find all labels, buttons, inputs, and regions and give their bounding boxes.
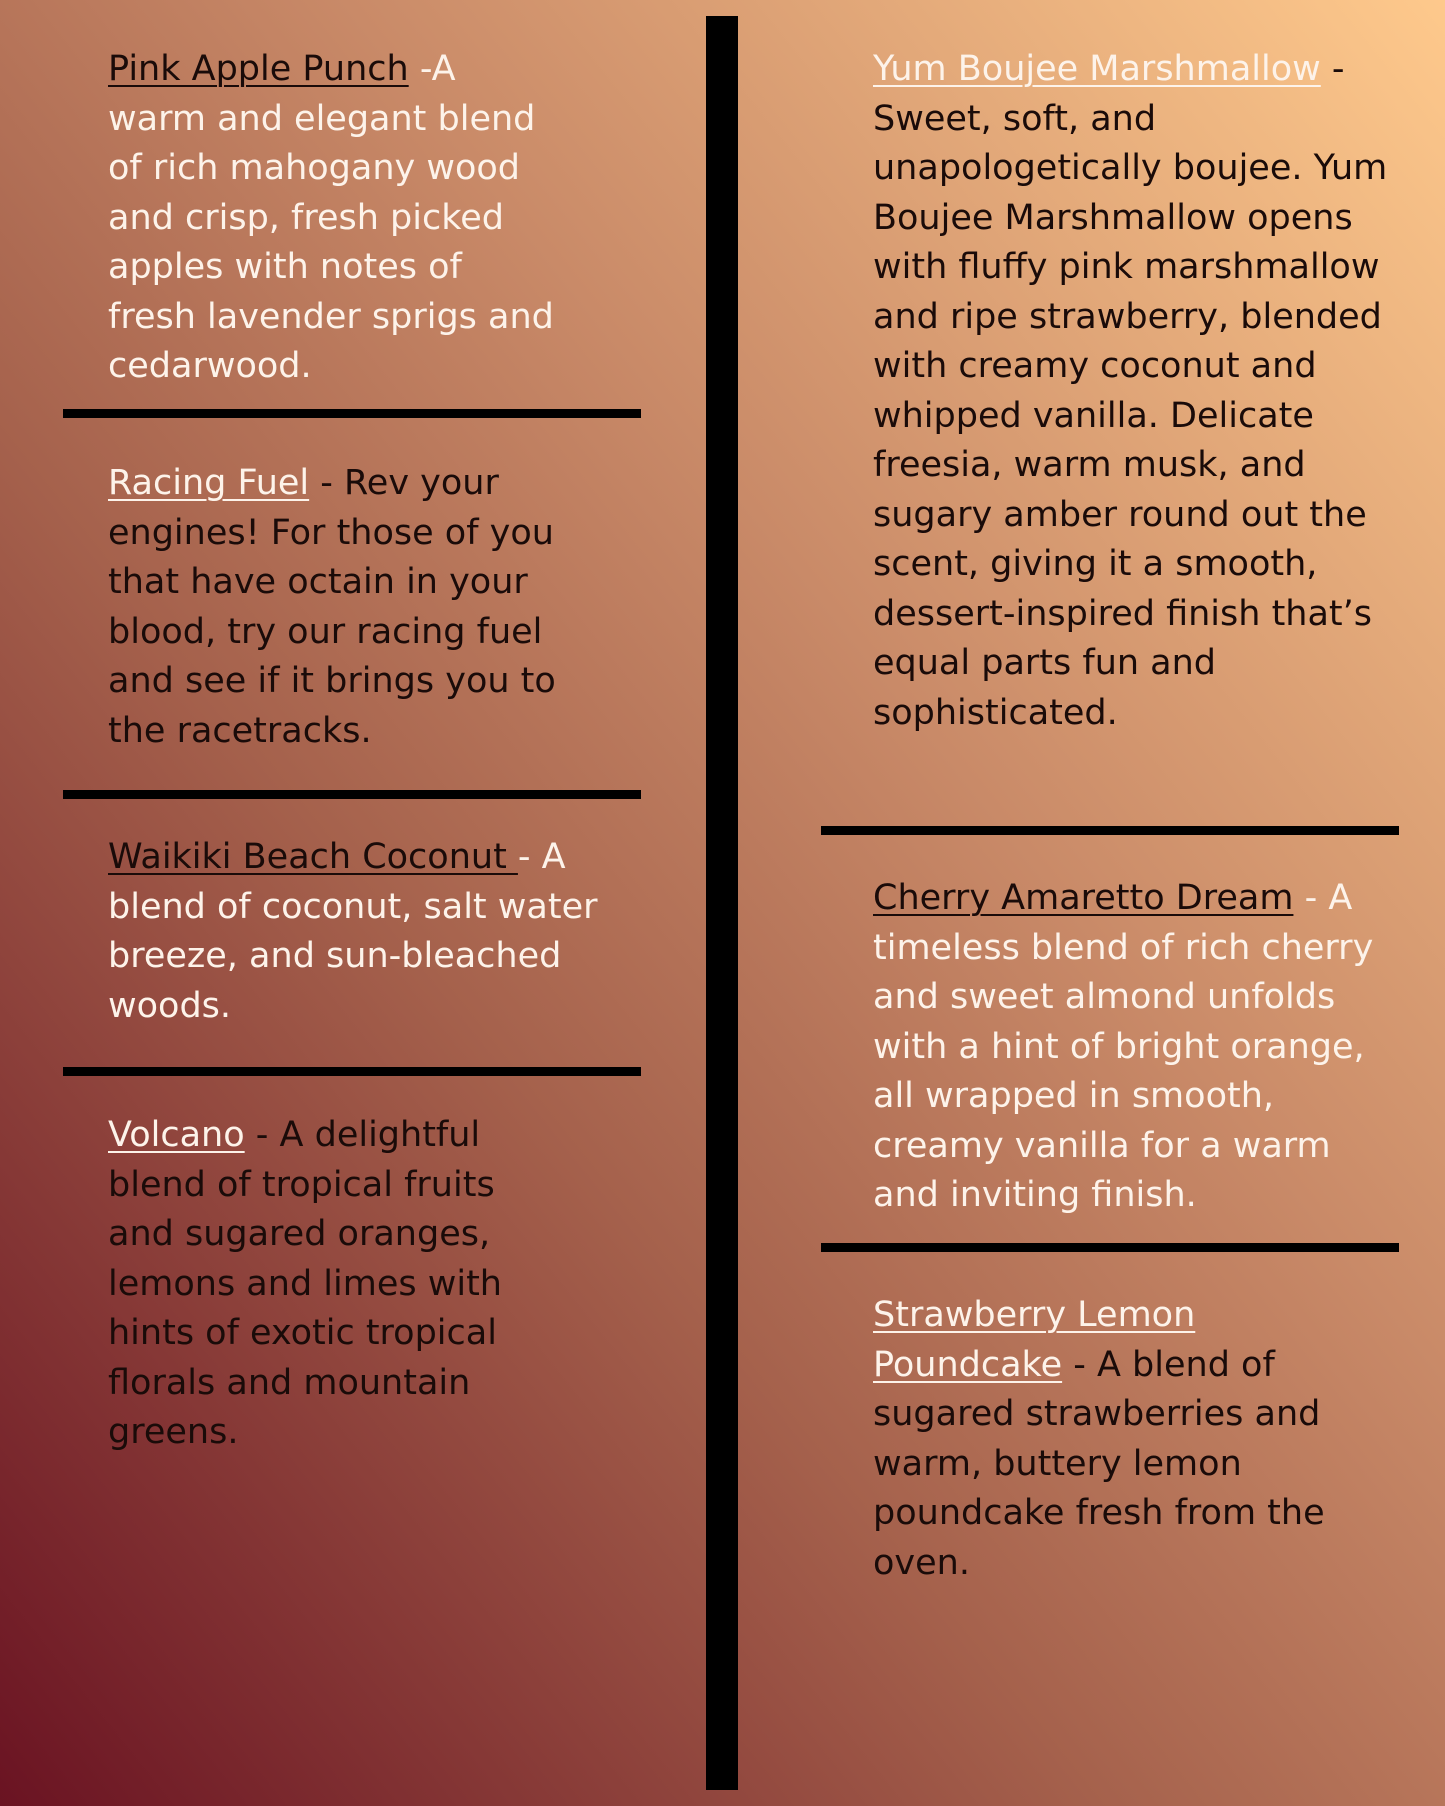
scent-entry-yum-boujee-marshmallow	[873, 45, 1398, 738]
center-column-divider	[706, 16, 738, 1790]
scent-description: - Sweet, soft, and unapologetically boujee. Yum Boujee Marshmallow opens with fluffy pink marshmallow and ripe strawberry, blended with creamy coconut and whipped vanilla. Delicate freesia, warm musk, and sugary amber round out the scent, giving it a smooth, dessert-inspired finish that’s equal parts fun and sophisticated.	[873, 49, 1388, 733]
scent-name: Waikiki Beach Coconut	[108, 837, 518, 877]
scent-description: - A blend of sugared strawberries and warm, buttery lemon poundcake fresh from the oven.	[873, 1344, 1325, 1583]
scent-description: - A blend of coconut, salt water breeze, and sun-bleached woods.	[108, 837, 598, 1026]
scent-description: - Rev your engines! For those of you that have octain in your blood, try our racing fuel and see if it brings you to the racetracks.	[108, 463, 556, 751]
section-divider	[63, 790, 641, 799]
scent-description: - A timeless blend of rich cherry and sweet almond unfolds with a hint of bright orange, all wrapped in smooth, creamy vanilla for a warm and inviting finish.	[873, 878, 1374, 1215]
scent-description: -A warm and elegant blend of rich mahogany wood and crisp, fresh picked apples with notes of fresh lavender sprigs and cedarwood.	[108, 49, 554, 386]
section-divider	[821, 826, 1399, 835]
scent-name: Pink Apple Punch	[108, 49, 409, 89]
scent-entry-racing-fuel	[108, 459, 588, 756]
scent-entry-volcano	[108, 1111, 548, 1458]
scent-name: Yum Boujee Marshmallow	[873, 49, 1321, 89]
section-divider	[821, 1243, 1399, 1252]
scent-description: - A delightful blend of tropical fruits and sugared oranges, lemons and limes with hints of exotic tropical florals and mountain greens.	[108, 1115, 502, 1452]
scent-name: Racing Fuel	[108, 463, 310, 503]
scent-entry-cherry-amaretto-dream	[873, 874, 1398, 1221]
scent-entry-waikiki-beach-coconut	[108, 833, 613, 1031]
scent-name: Volcano	[108, 1115, 245, 1155]
section-divider	[63, 409, 641, 418]
scent-name: Cherry Amaretto Dream	[873, 878, 1294, 918]
scent-entry-pink-apple-punch	[108, 45, 558, 392]
section-divider	[63, 1067, 641, 1076]
scent-entry-strawberry-lemon-poundcake	[873, 1291, 1353, 1588]
scent-name: Strawberry Lemon Poundcake	[873, 1295, 1196, 1385]
